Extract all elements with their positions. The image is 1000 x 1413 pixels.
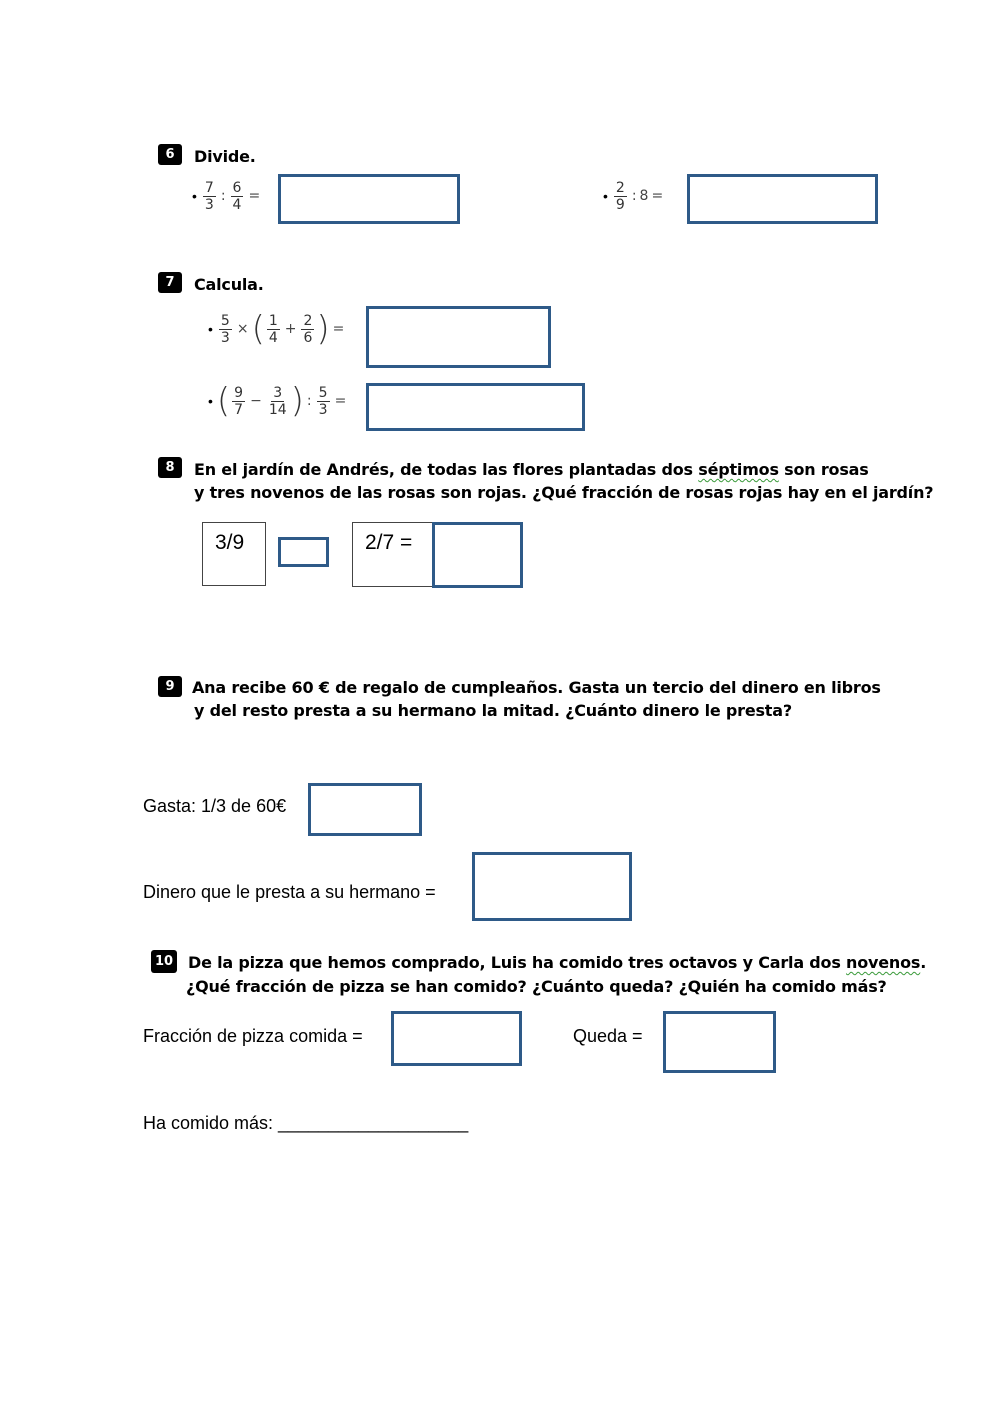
exercise-9-dinero-label: Dinero que le presta a su hermano = [143, 882, 436, 902]
fraction: $\frac{5}{3}$ [220, 312, 230, 346]
paren-open: ( [216, 381, 231, 421]
bullet: • [208, 393, 213, 409]
operator: : [306, 393, 312, 409]
exercise-10-mas-label[interactable]: Ha comido más: ___________________ [143, 1113, 469, 1133]
exercise-10-number: 10 [151, 950, 177, 973]
operator: + [284, 321, 297, 337]
exercise-6-title: Divide. [194, 147, 256, 166]
paren-close: ) [290, 381, 304, 421]
exercise-8-operator-answer[interactable] [278, 537, 329, 567]
operator: × [236, 321, 249, 337]
exercise-8-line-1: En el jardín de Andrés, de todas las flores plantadas dos séptimos son rosas [194, 460, 869, 479]
fraction: $\frac{7}{3}$ [204, 179, 214, 213]
exercise-9-gasta-answer[interactable] [308, 783, 422, 836]
exercise-8-answer[interactable] [432, 522, 523, 588]
bullet: • [603, 188, 608, 204]
equals: = [651, 188, 664, 204]
operator: : [220, 188, 226, 204]
equals: = [248, 188, 261, 204]
exercise-8-number: 8 [158, 457, 182, 478]
fraction: $\frac{6}{4}$ [232, 179, 242, 213]
operator: : [631, 188, 637, 204]
exercise-9-gasta-label: Gasta: 1/3 de 60€ [143, 796, 287, 816]
exercise-7-item-1 [208, 308, 347, 350]
exercise-9-number: 9 [158, 676, 182, 697]
exercise-7-answer-1[interactable] [366, 306, 551, 368]
exercise-9-dinero-answer[interactable] [472, 852, 632, 921]
exercise-7-answer-2[interactable] [366, 383, 585, 431]
exercise-7-title: Calcula. [194, 275, 264, 294]
exercise-10-line-1: De la pizza que hemos comprado, Luis ha comido tres octavos y Carla dos novenos. [188, 953, 927, 972]
exercise-6-answer-1[interactable] [278, 174, 460, 224]
fraction: $\frac{2}{6}$ [303, 312, 313, 346]
exercise-9-line-2: y del resto presta a su hermano la mitad. ¿Cuánto dinero le presta? [194, 701, 792, 720]
fraction: $\frac{9}{7}$ [234, 384, 244, 418]
exercise-10-fraccion-answer[interactable] [391, 1011, 522, 1066]
fraction: $\frac{2}{9}$ [615, 179, 625, 213]
bullet: • [192, 188, 197, 204]
exercise-10-line-2: ¿Qué fracción de pizza se han comido? ¿Cuánto queda? ¿Quién ha comido más? [186, 977, 887, 996]
equals: = [332, 321, 345, 337]
paren-open: ( [251, 309, 265, 349]
exercise-10-queda-label: Queda = [573, 1026, 643, 1046]
exercise-6-item-2 [603, 176, 666, 216]
exercise-6-number: 6 [158, 144, 182, 165]
exercise-10-queda-answer[interactable] [663, 1011, 776, 1073]
exercise-10-fraccion-label: Fracción de pizza comida = [143, 1026, 363, 1046]
fraction: $\frac{5}{3}$ [318, 384, 328, 418]
exercise-8-fraction-2: 2/7 = [365, 531, 413, 554]
fraction: $\frac{3}{14}$ [268, 384, 287, 418]
exercise-8-line-2: y tres novenos de las rosas son rojas. ¿Qué fracción de rosas rojas hay en el jardín? [194, 483, 934, 502]
operator: − [250, 393, 262, 409]
paren-close: ) [316, 309, 330, 349]
equals: = [334, 393, 347, 409]
exercise-6-answer-2[interactable] [687, 174, 878, 224]
fraction: $\frac{1}{4}$ [268, 312, 278, 346]
exercise-9-line-1: Ana recibe 60 € de regalo de cumpleaños. Gasta un tercio del dinero en libros [192, 678, 881, 697]
exercise-7-number: 7 [158, 272, 182, 293]
whole-number: 8 [639, 188, 649, 204]
exercise-6-item-1 [192, 176, 263, 216]
exercise-7-item-2 [208, 380, 349, 422]
exercise-8-fraction-1: 3/9 [215, 531, 245, 554]
bullet: • [208, 321, 213, 337]
